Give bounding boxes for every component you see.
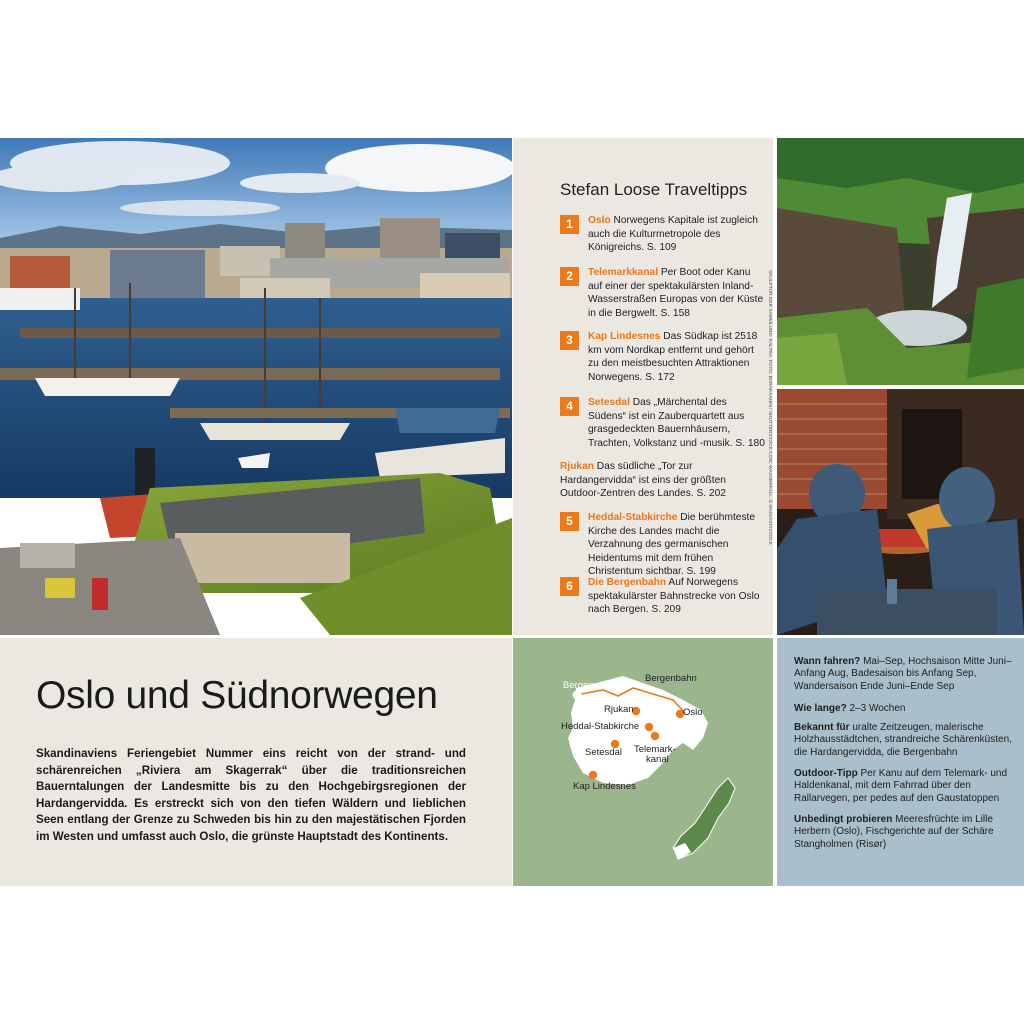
tip-number: 2 <box>560 267 579 286</box>
tip-item <box>560 266 765 320</box>
kap-lindesnes-marker <box>589 771 597 779</box>
tip-number: 6 <box>560 577 579 596</box>
intro-panel <box>0 638 512 886</box>
photo-credits-side <box>762 270 772 630</box>
fact-item <box>794 722 1016 759</box>
heddal-marker <box>645 723 653 731</box>
tip-text: Auf Norwegens spektakulärster Bahnstrecke von Oslo nach Bergen. S. 209 <box>588 577 760 616</box>
tip-name: Rjukan <box>560 461 594 472</box>
map-label-telemark: Telemark- <box>634 744 676 755</box>
tip-text: Das südliche „Tor zur Hardangervidda“ ist eins der größten Outdoor-Zentren des Landes. S. 202 <box>560 461 726 500</box>
fact-value: Mai–Sep, Hochsaison Mitte Juni–Anfang Aug, Badesaison bis Anfang Sep, Wandersaison Ende Juni–Ende Sep <box>794 656 1012 692</box>
fact-key: Wie lange? <box>794 703 847 714</box>
map-label-rjukan: Rjukan <box>604 704 634 715</box>
map-label-kap-lindesnes: Kap Lindesnes <box>573 781 636 792</box>
tip-number: 3 <box>560 331 579 350</box>
fact-item <box>794 656 1016 693</box>
fact-key: Outdoor-Tipp <box>794 768 858 779</box>
page-title: Oslo und Südnorwegen <box>36 674 438 717</box>
tip-text: Per Boot oder Kanu auf einer der spektakulärsten Inland-Wasserstraßen Europas von der Küste in die Bergwelt. S. 158 <box>588 267 764 319</box>
fact-value: Meeresfrüchte im Lille Herbern (Oslo), Fischgerichte auf der Schäre Stangholmen (Risør) <box>794 814 994 850</box>
tip-text: Das „Märchental des Südens“ ist ein Zauberquartett aus grasgedeckten Bauernhäusern, Trachten, Volkstanz und -musik. S. 180 <box>588 397 765 449</box>
tip-item <box>560 396 765 450</box>
fact-key: Bekannt für <box>794 722 850 733</box>
tip-item <box>560 330 765 384</box>
tip-item <box>560 511 765 579</box>
fact-value: Per Kanu auf dem Telemark- und Haldenkanal, mit dem Fahrrad über den Rallarvegen, per pedes auf den Gaustatoppen <box>794 768 1008 804</box>
traveltipps-panel <box>513 138 773 635</box>
tip-number: 5 <box>560 512 579 531</box>
facts-panel <box>777 638 1024 886</box>
waterfall-photo <box>777 138 1024 385</box>
intro-text: Skandinaviens Feriengebiet Nummer eins reicht von der strand- und schärenreichen „Riviera am Skagerrak“ über die traditionsreichen Bauerntalungen der Landesmitte bis zu den Hochgebirgsregionen der Hardangervidda. Es erstreckt sich von den tiefen Wäldern und lieblichen Seen entlang der Grenze zu Schweden bis hin zu den majestätischen Fjorden im Westen und umfasst auch Oslo, die grünste Hauptstadt des Kontinents. <box>36 747 466 843</box>
tip-name: Setesdal <box>588 397 630 408</box>
map-label-oslo: Oslo <box>683 707 703 718</box>
tip-text: Norwegens Kapitale ist zugleich auch die Kulturmetropole des Königreichs. S. 109 <box>588 215 758 254</box>
region-map <box>513 638 773 886</box>
tip-name: Heddal-Stabkirche <box>588 512 678 523</box>
map-label-bergenbahn: Bergenbahn <box>645 673 697 684</box>
tip-item <box>560 214 765 255</box>
tip-number: 4 <box>560 397 579 416</box>
tip-text: Das Südkap ist 2518 km vom Nordkap entfernt und gehört zu den meistbesuchten Attraktionen Norwegens. S. 172 <box>588 331 758 383</box>
tip-item <box>560 460 765 501</box>
tip-text: Die berühmteste Kirche des Landes macht die Verzahnung des germanischen Heidentums mit dem frühen Christentum sichtbar. S. 199 <box>588 512 756 578</box>
map-label-kanal: kanal <box>646 754 669 765</box>
fact-value: uralte Zeitzeugen, malerische Holzhausstädtchen, strandreiche Schärenküsten, die Hardangervidda, die Bergenbahn <box>794 722 1012 758</box>
tip-name: Telemarkkanal <box>588 267 659 278</box>
statues-photo <box>777 389 1024 635</box>
traveltipps-title: Stefan Loose Traveltipps <box>560 180 748 199</box>
tip-item <box>560 576 765 617</box>
map-label-bergen: Bergen <box>563 680 594 691</box>
tip-number: 1 <box>560 215 579 234</box>
fact-item <box>794 768 1016 805</box>
tip-name: Kap Lindesnes <box>588 331 661 342</box>
fact-item <box>794 703 1016 715</box>
fact-value: 2–3 Wochen <box>846 703 906 714</box>
fact-key: Unbedingt probieren <box>794 814 893 825</box>
map-label-setesdal: Setesdal <box>585 747 622 758</box>
fact-item <box>794 814 1016 851</box>
map-label-heddal: Heddal-Stabkirche <box>561 721 640 732</box>
tip-name: Oslo <box>588 215 611 226</box>
photo-credits-text: SKULPTUR DER SAMMLUNG: KALTRA. FOTO: BURAKSAHIN / SHUTTERSTOCK.COM; WASSERFALL: © MAISANT/ISTOCK <box>767 270 772 545</box>
telemarkkanal-marker <box>651 732 659 740</box>
oslo-harbour-photo <box>0 138 512 635</box>
tip-name: Die Bergenbahn <box>588 577 667 588</box>
fact-key: Wann fahren? <box>794 656 861 667</box>
bergen-marker <box>573 691 581 699</box>
